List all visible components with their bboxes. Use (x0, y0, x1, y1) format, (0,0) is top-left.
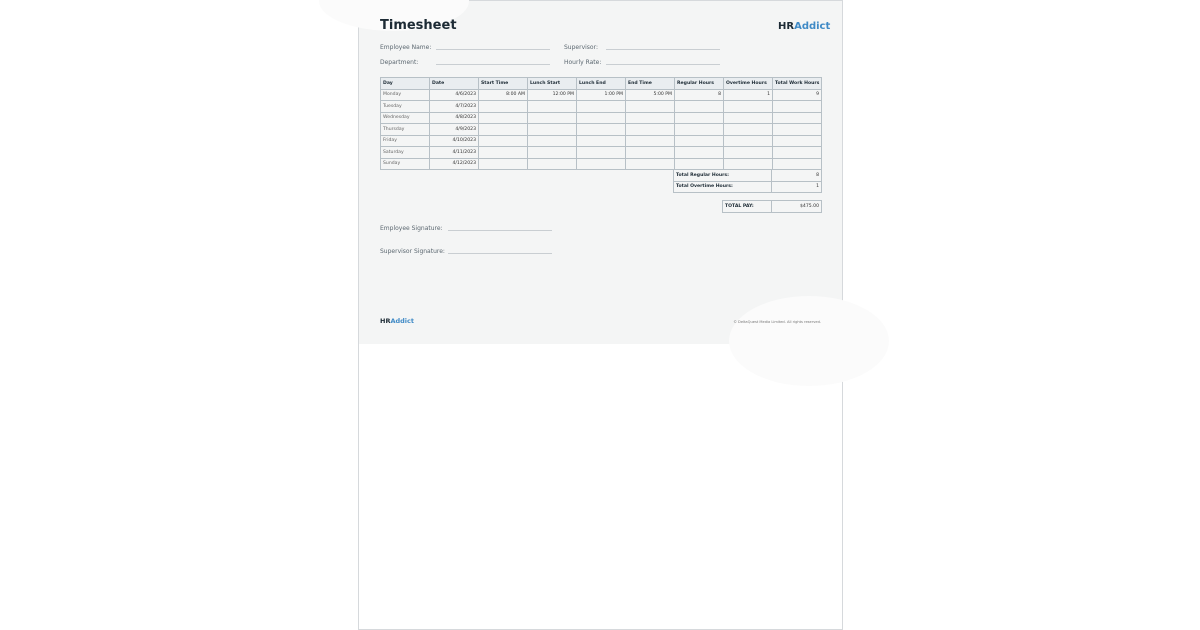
table-row (381, 101, 822, 113)
table-cell[interactable] (479, 147, 528, 159)
table-cell[interactable]: 4/11/2023 (430, 147, 479, 159)
table-row (381, 158, 822, 170)
department-field[interactable] (436, 64, 550, 65)
total-overtime-row (674, 181, 822, 193)
day-cell: Sunday (381, 158, 430, 170)
table-cell[interactable] (773, 112, 822, 124)
table-row (381, 135, 822, 147)
hourly-rate-field[interactable] (606, 64, 720, 65)
table-row (381, 124, 822, 136)
timesheet-table (380, 77, 822, 170)
table-cell[interactable] (773, 147, 822, 159)
table-cell[interactable]: 4/10/2023 (430, 135, 479, 147)
table-cell[interactable] (626, 124, 675, 136)
table-cell[interactable]: 4/7/2023 (430, 101, 479, 113)
decorative-blob (729, 296, 889, 386)
column-header: Start Time (479, 78, 528, 90)
table-cell[interactable] (479, 158, 528, 170)
table-cell[interactable] (724, 124, 773, 136)
column-header: Overtime Hours (724, 78, 773, 90)
timesheet-document (358, 0, 843, 630)
table-cell[interactable] (479, 124, 528, 136)
table-cell[interactable] (528, 135, 577, 147)
table-cell[interactable] (724, 158, 773, 170)
table-cell[interactable] (577, 101, 626, 113)
column-header: Date (430, 78, 479, 90)
table-cell[interactable] (479, 135, 528, 147)
table-row (381, 147, 822, 159)
day-cell: Thursday (381, 124, 430, 136)
table-cell[interactable] (724, 135, 773, 147)
table-cell[interactable] (528, 112, 577, 124)
table-cell[interactable] (675, 158, 724, 170)
totals-table (673, 169, 822, 193)
column-header: Lunch End (577, 78, 626, 90)
footer-logo: HRAddict (380, 317, 414, 325)
table-cell[interactable] (528, 158, 577, 170)
table-cell[interactable] (773, 124, 822, 136)
table-cell[interactable]: 12:00 PM (528, 89, 577, 101)
table-cell[interactable]: 1:00 PM (577, 89, 626, 101)
table-cell[interactable] (724, 147, 773, 159)
table-cell[interactable] (626, 158, 675, 170)
supervisor-signature-label: Supervisor Signature: (380, 248, 445, 255)
total-regular-value[interactable]: 8 (772, 170, 822, 182)
table-cell[interactable] (577, 124, 626, 136)
table-cell[interactable]: 4/12/2023 (430, 158, 479, 170)
table-cell[interactable]: 8 (675, 89, 724, 101)
page-title: Timesheet (380, 18, 457, 33)
table-cell[interactable] (528, 101, 577, 113)
table-cell[interactable] (773, 158, 822, 170)
table-cell[interactable]: 4/8/2023 (430, 112, 479, 124)
total-pay-label: TOTAL PAY: (723, 201, 772, 213)
supervisor-signature-field[interactable] (448, 253, 552, 254)
total-pay-table (722, 200, 822, 213)
day-cell: Tuesday (381, 101, 430, 113)
employee-name-field[interactable] (436, 49, 550, 50)
table-cell[interactable] (675, 135, 724, 147)
table-cell[interactable] (528, 124, 577, 136)
day-cell: Monday (381, 89, 430, 101)
table-cell[interactable] (626, 147, 675, 159)
table-cell[interactable] (479, 101, 528, 113)
table-cell[interactable] (577, 135, 626, 147)
column-header: End Time (626, 78, 675, 90)
table-row (381, 89, 822, 101)
table-cell[interactable]: 8:00 AM (479, 89, 528, 101)
table-cell[interactable] (577, 112, 626, 124)
total-regular-row (674, 170, 822, 182)
hraddict-logo: HRAddict (778, 21, 831, 32)
table-cell[interactable]: 5:00 PM (626, 89, 675, 101)
table-cell[interactable] (675, 124, 724, 136)
table-cell[interactable] (528, 147, 577, 159)
column-header: Regular Hours (675, 78, 724, 90)
table-cell[interactable] (577, 158, 626, 170)
table-cell[interactable]: 4/9/2023 (430, 124, 479, 136)
table-cell[interactable] (626, 112, 675, 124)
table-cell[interactable] (773, 101, 822, 113)
day-cell: Saturday (381, 147, 430, 159)
column-header: Total Work Hours (773, 78, 822, 90)
total-overtime-label: Total Overtime Hours: (674, 181, 772, 193)
total-pay-value[interactable]: $475.00 (772, 201, 822, 213)
table-row (381, 112, 822, 124)
employee-signature-field[interactable] (448, 230, 552, 231)
table-cell[interactable] (724, 101, 773, 113)
table-cell[interactable]: 4/6/2023 (430, 89, 479, 101)
supervisor-field[interactable] (606, 49, 720, 50)
day-cell: Wednesday (381, 112, 430, 124)
table-cell[interactable] (577, 147, 626, 159)
employee-signature-label: Employee Signature: (380, 225, 443, 232)
table-header-row (381, 78, 822, 90)
copyright-text: © DeltaQuest Media Limited. All rights reserved. (733, 320, 821, 324)
table-cell[interactable] (675, 147, 724, 159)
table-cell[interactable] (479, 112, 528, 124)
hourly-rate-label: Hourly Rate: (564, 59, 602, 66)
total-regular-label: Total Regular Hours: (674, 170, 772, 182)
employee-name-label: Employee Name: (380, 44, 432, 51)
department-label: Department: (380, 59, 419, 66)
table-cell[interactable] (675, 112, 724, 124)
day-cell: Friday (381, 135, 430, 147)
column-header: Lunch Start (528, 78, 577, 90)
table-cell[interactable]: 9 (773, 89, 822, 101)
total-overtime-value[interactable]: 1 (772, 181, 822, 193)
table-cell[interactable] (773, 135, 822, 147)
table-cell[interactable] (675, 101, 724, 113)
supervisor-label: Supervisor: (564, 44, 598, 51)
table-cell[interactable]: 1 (724, 89, 773, 101)
table-cell[interactable] (626, 101, 675, 113)
table-cell[interactable] (626, 135, 675, 147)
table-cell[interactable] (724, 112, 773, 124)
column-header: Day (381, 78, 430, 90)
